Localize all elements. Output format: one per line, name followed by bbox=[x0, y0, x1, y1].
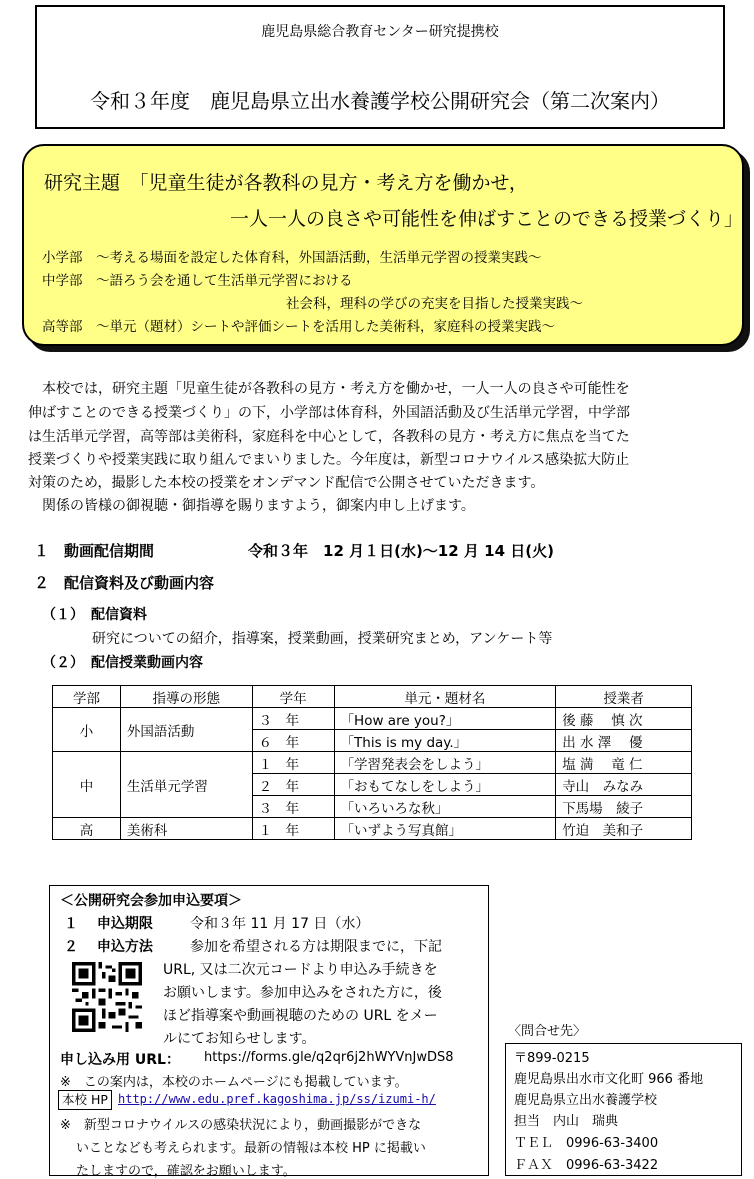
deadline-value: 令和３年 11 月 17 日（水） bbox=[190, 916, 370, 932]
note-2-line-1: ※ 新型コロナウイルスの感染状況により，動画撮影ができな bbox=[60, 1118, 422, 1133]
teacher-cell: 寺山 みなみ bbox=[556, 774, 692, 796]
theme-line-1: 研究主題 「児童生徒が各教科の見方・考え方を働かせ， bbox=[44, 172, 528, 194]
teacher-cell: 竹迫 美和子 bbox=[556, 818, 692, 840]
contact-label: 〈問合せ先〉 bbox=[508, 1024, 587, 1039]
col-header-form: 指導の形態 bbox=[120, 686, 252, 708]
section-1-heading: １ 動画配信期間 bbox=[34, 542, 155, 560]
unit-cell: 「いずよう写真館」 bbox=[334, 818, 556, 840]
school-hp-link[interactable]: http://www.edu.pref.kagoshima.jp/ss/izumi-h/ bbox=[118, 1092, 436, 1106]
col-header-unit: 単元・題材名 bbox=[334, 686, 556, 708]
header-subtitle: 鹿児島県総合教育センター研究提携校 bbox=[261, 24, 499, 40]
page-title: 令和３年度 鹿児島県立出水養護学校公開研究会（第二次案内） bbox=[90, 89, 670, 113]
contact-zip: 〒899-0215 bbox=[514, 1051, 590, 1066]
grade-cell: ６ 年 bbox=[252, 730, 334, 752]
lessons-table bbox=[52, 685, 692, 840]
note-homepage: ※ この案内は，本校のホームページにも掲載しています。 bbox=[60, 1075, 408, 1090]
method-line-3: お願いします。参加申込みをされた方に，後 bbox=[163, 985, 442, 1001]
theme-junior-1: 中学部 ～語ろう会を通して生活単元学習における bbox=[42, 273, 353, 289]
grade-cell: ３ 年 bbox=[252, 796, 334, 818]
dept-cell: 中 bbox=[53, 752, 121, 818]
teacher-cell: 後 藤 慎 次 bbox=[556, 708, 692, 730]
theme-junior-2: 社会科，理科の学びの充実を目指した授業実践～ bbox=[286, 296, 583, 312]
header-box bbox=[35, 5, 725, 129]
theme-line-2: 一人一人の良さや可能性を伸ばすことのできる授業づくり」 bbox=[230, 208, 744, 230]
method-line-1: 参加を希望される方は期限までに，下記 bbox=[190, 939, 442, 955]
table-row bbox=[53, 752, 692, 774]
grade-cell: １ 年 bbox=[252, 752, 334, 774]
contact-address: 鹿児島県出水市文化町 966 番地 bbox=[514, 1072, 704, 1087]
contact-box bbox=[505, 1043, 742, 1176]
contact-fax: ＦＡＸ 0996-63-3422 bbox=[514, 1158, 659, 1173]
teacher-cell: 下馬場 綾子 bbox=[556, 796, 692, 818]
method-line-2: URL, 又は二次元コードより申込み手続きを bbox=[163, 962, 438, 978]
contact-tel: ＴＥＬ 0996-63-3400 bbox=[514, 1136, 659, 1151]
method-line-5: ルにてお知らせします。 bbox=[163, 1031, 316, 1047]
theme-high: 高等部 ～単元（題材）シートや評価シートを活用した美術科，家庭科の授業実践～ bbox=[42, 319, 555, 335]
col-header-dept: 学部 bbox=[53, 686, 121, 708]
url-label: 申し込み用 URL： bbox=[60, 1052, 180, 1068]
intro-line-6: 関係の皆様の御視聴・御指導を賜りますよう，御案内申し上げます。 bbox=[42, 498, 475, 514]
form-cell: 外国語活動 bbox=[120, 708, 252, 752]
intro-line-5: 対策のため，撮影した本校の授業をオンデマンド配信で公開させていただきます。 bbox=[28, 475, 545, 491]
application-url[interactable]: https://forms.gle/q2qr6j2hWYVnJwDS8 bbox=[204, 1050, 454, 1065]
form-cell: 美術科 bbox=[120, 818, 252, 840]
intro-line-3: は生活単元学習，高等部は美術科，家庭科を中心として，各教科の見方・考え方に焦点を当てた bbox=[28, 429, 630, 445]
intro-line-2: 伸ばすことのできる授業づくり」の下，小学部は体育科，外国語活動及び生活単元学習，中学部 bbox=[28, 405, 630, 421]
grade-cell: １ 年 bbox=[252, 818, 334, 840]
unit-cell: 「おもてなしをしよう」 bbox=[334, 774, 556, 796]
method-label: ２ 申込方法 bbox=[64, 939, 153, 955]
table-header-row bbox=[53, 686, 692, 708]
unit-cell: 「学習発表会をしよう」 bbox=[334, 752, 556, 774]
unit-cell: 「How are you?」 bbox=[334, 708, 556, 730]
unit-cell: 「This is my day.」 bbox=[334, 730, 556, 752]
col-header-teacher: 授業者 bbox=[556, 686, 692, 708]
note-2-line-3: たしますので，確認をお願いします。 bbox=[76, 1164, 296, 1179]
teacher-cell: 塩 満 竜 仁 bbox=[556, 752, 692, 774]
form-cell: 生活単元学習 bbox=[120, 752, 252, 818]
section-2-2-heading: （２） 配信授業動画内容 bbox=[42, 655, 203, 671]
section-2-1-text: 研究についての紹介，指導案，授業動画，授業研究まとめ，アンケート等 bbox=[92, 631, 553, 647]
deadline-label: １ 申込期限 bbox=[64, 916, 153, 932]
theme-elementary: 小学部 ～考える場面を設定した体育科，外国語活動，生活単元学習の授業実践～ bbox=[42, 250, 542, 266]
unit-cell: 「いろいろな秋」 bbox=[334, 796, 556, 818]
hp-label: 本校 HP bbox=[58, 1090, 112, 1110]
note-2-line-2: いことなども考えられます。最新の情報は本校 HP に掲載い bbox=[76, 1141, 426, 1156]
application-title: ＜公開研究会参加申込要項＞ bbox=[60, 893, 242, 909]
intro-line-4: 授業づくりや授業実践に取り組んでまいりました。今年度は，新型コロナウイルス感染拡大防止 bbox=[28, 452, 630, 468]
contact-school: 鹿児島県立出水養護学校 bbox=[514, 1093, 658, 1108]
qr-code-icon[interactable] bbox=[72, 962, 142, 1032]
method-line-4: ほど指導案や動画視聴のための URL をメー bbox=[163, 1008, 438, 1024]
dept-cell: 小 bbox=[53, 708, 121, 752]
contact-person: 担当 内山 瑞典 bbox=[514, 1114, 619, 1129]
table-row bbox=[53, 708, 692, 730]
section-1-value: 令和３年 12 月１日(水)～12 月 14 日(火) bbox=[248, 542, 554, 560]
research-theme-box bbox=[22, 144, 744, 346]
dept-cell: 高 bbox=[53, 818, 121, 840]
table-row bbox=[53, 818, 692, 840]
col-header-grade: 学年 bbox=[252, 686, 334, 708]
section-2-1-heading: （１） 配信資料 bbox=[42, 607, 147, 623]
intro-line-1: 本校では，研究主題「児童生徒が各教科の見方・考え方を働かせ，一人一人の良さや可能性を bbox=[42, 381, 630, 397]
grade-cell: ３ 年 bbox=[252, 708, 334, 730]
section-2-heading: ２ 配信資料及び動画内容 bbox=[34, 574, 215, 592]
grade-cell: ２ 年 bbox=[252, 774, 334, 796]
teacher-cell: 出 水 澤 優 bbox=[556, 730, 692, 752]
